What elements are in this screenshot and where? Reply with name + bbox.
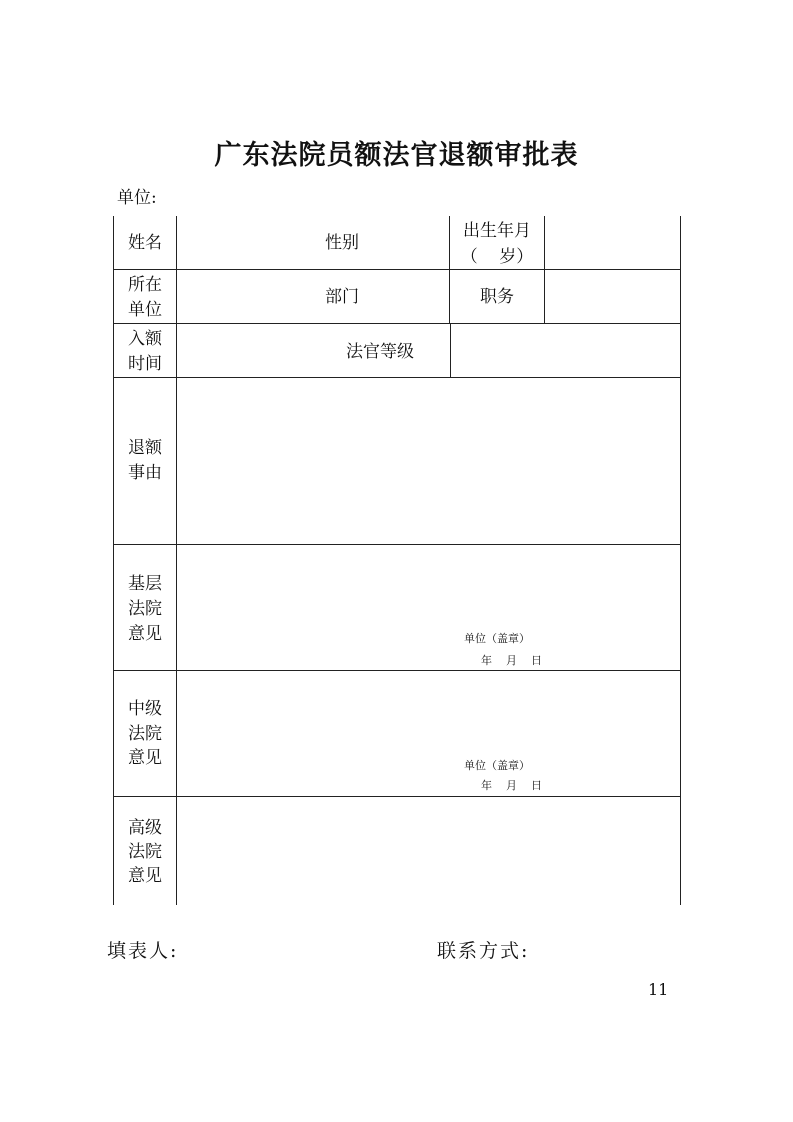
entry-time-label-line2: 时间 xyxy=(128,354,162,374)
filler-label: 填表人: xyxy=(107,940,179,962)
high-court-label-line3: 意见 xyxy=(128,866,162,886)
high-court-opinion-field[interactable] xyxy=(177,797,679,905)
reason-field[interactable] xyxy=(177,378,679,544)
name-label: 姓名 xyxy=(128,233,162,253)
high-court-label-line1: 高级 xyxy=(128,818,162,838)
entry-time-label-line1: 入额 xyxy=(128,329,162,349)
table-border-right xyxy=(680,216,681,905)
form-title: 广东法院员额法官退额审批表 xyxy=(214,140,579,171)
unit-name-field[interactable] xyxy=(177,270,307,323)
intermediate-court-label-line3: 意见 xyxy=(128,748,162,768)
reason-label-line1: 退额 xyxy=(128,438,162,458)
high-court-label-line2: 法院 xyxy=(128,842,162,862)
birth-label-line1: 出生年月 xyxy=(463,221,531,241)
basic-court-label-line3: 意见 xyxy=(128,624,162,644)
birth-label-line2: （ 岁） xyxy=(460,247,534,267)
position-label: 职务 xyxy=(480,287,514,307)
birth-date-field[interactable] xyxy=(545,217,679,269)
unit-name-label-line2: 单位 xyxy=(128,300,162,320)
name-field[interactable] xyxy=(177,217,307,269)
entry-time-field[interactable] xyxy=(177,324,327,377)
judge-level-label: 法官等级 xyxy=(346,342,414,362)
intermediate-court-date: 年 月 日 xyxy=(481,779,542,792)
intermediate-court-label-line1: 中级 xyxy=(128,699,162,719)
page-number: 11 xyxy=(648,980,669,999)
intermediate-court-label-line2: 法院 xyxy=(128,724,162,744)
position-field[interactable] xyxy=(545,270,679,323)
contact-label: 联系方式: xyxy=(437,940,530,962)
reason-label-line2: 事由 xyxy=(128,463,162,483)
gender-field[interactable] xyxy=(380,217,448,269)
judge-level-field[interactable] xyxy=(451,324,679,377)
basic-court-label-line2: 法院 xyxy=(128,599,162,619)
unit-label: 单位: xyxy=(117,188,157,208)
department-label: 部门 xyxy=(325,287,359,307)
basic-court-date: 年 月 日 xyxy=(481,654,542,667)
basic-court-label-line1: 基层 xyxy=(128,574,162,594)
intermediate-court-seal: 单位（盖章） xyxy=(464,759,530,772)
basic-court-opinion-field[interactable] xyxy=(177,545,679,670)
basic-court-seal: 单位（盖章） xyxy=(464,632,530,645)
gender-label: 性别 xyxy=(325,233,359,253)
intermediate-court-opinion-field[interactable] xyxy=(177,671,679,796)
department-field[interactable] xyxy=(380,270,448,323)
unit-name-label-line1: 所在 xyxy=(128,275,162,295)
